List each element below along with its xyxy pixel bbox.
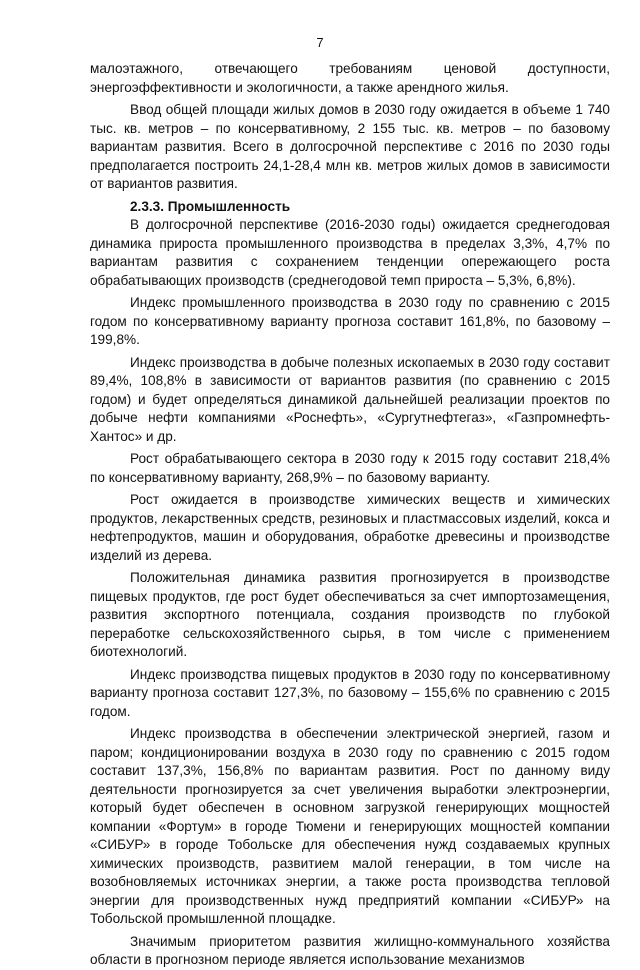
paragraph: Индекс производства в добыче полезных ископаемых в 2030 году составит 89,4%, 108,8% в зависимости от вариантов развития (по сравнению с 2015 годом) и будет определяться динамикой дальнейшей реализации проектов по добыче нефти компаниями «Роснефть», «Сургутнефтегаз», «Газпромнефть-Хантос» и др. (90, 354, 610, 444)
paragraph: малоэтажного, отвечающего требованиям ценовой доступности, энергоэффективности и экологичности, а также арендного жилья. (90, 61, 610, 95)
document-body (90, 60, 610, 970)
paragraph: Значимым приоритетом развития жилищно-коммунального хозяйства области в прогнозном периоде является использование механизмов (90, 933, 610, 967)
page-number: 7 (316, 35, 324, 50)
paragraph: Ввод общей площади жилых домов в 2030 году ожидается в объеме 1 740 тыс. кв. метров – по консервативному, 2 155 тыс. кв. метров – по базовому вариантам развития. Всего в долгосрочной перспективе с 2016 по 2030 годы предполагается построить 24,1-28,4 млн кв. метров жилых домов в зависимости от вариантов развития. (90, 102, 610, 191)
paragraph: Индекс промышленного производства в 2030 году по сравнению с 2015 годом по консервативному варианту прогноза составит 161,8%, по базовому – 199,8%. (90, 295, 610, 347)
paragraph: В долгосрочной перспективе (2016-2030 годы) ожидается среднегодовая динамика прироста промышленного производства в пределах 3,3%, 4,7% по вариантам развития с сохранением тенденции опережающего роста обрабатывающих производств (среднегодовой темп прироста – 5,3%, 6,8%). (90, 217, 610, 288)
paragraph: Индекс производства пищевых продуктов в 2030 году по консервативному варианту прогноза составит 127,3%, по базовому – 155,6% по сравнению с 2015 годом. (90, 666, 610, 719)
paragraph: Положительная динамика развития прогнозируется в производстве пищевых продуктов, где рост будет обеспечиваться за счет импортозамещения, развития экспортного потенциала, создания производств по глубокой переработке сельскохозяйственного сырья, в том числе с применением биотехнологий. (90, 570, 610, 659)
paragraph: Рост ожидается в производстве химических веществ и химических продуктов, лекарственных средств, резиновых и пластмассовых изделий, кокса и нефтепродуктов, машин и оборудования, обработке древесины и производстве изделий из дерева. (90, 492, 610, 563)
paragraph: Рост обрабатывающего сектора в 2030 году к 2015 году составит 218,4% по консервативному варианту, 268,9% – по базовому варианту. (90, 451, 610, 485)
paragraph: Индекс производства в обеспечении электрической энергией, газом и паром; кондиционировании воздуха в 2030 году по сравнению с 2015 годом составит 137,3%, 156,8% по вариантам развития. Рост по данному виду деятельности прогнозируется за счет увеличения выработки электроэнергии, который будет обеспечен в основном загрузкой генерирующих мощностей компании «Фортум» в городе Тюмени и генерирующих мощностей компании «СИБУР» в городе Тобольске для обеспечения нужд создаваемых крупных химических производств, развитием малой генерации, в том числе на возобновляемых источниках энергии, а также роста производства тепловой энергии для производственных нужд предприятий компании «СИБУР» на Тобольской промышленной площадке. (90, 726, 610, 926)
section-heading: 2.3.3. Промышленность (130, 198, 291, 214)
